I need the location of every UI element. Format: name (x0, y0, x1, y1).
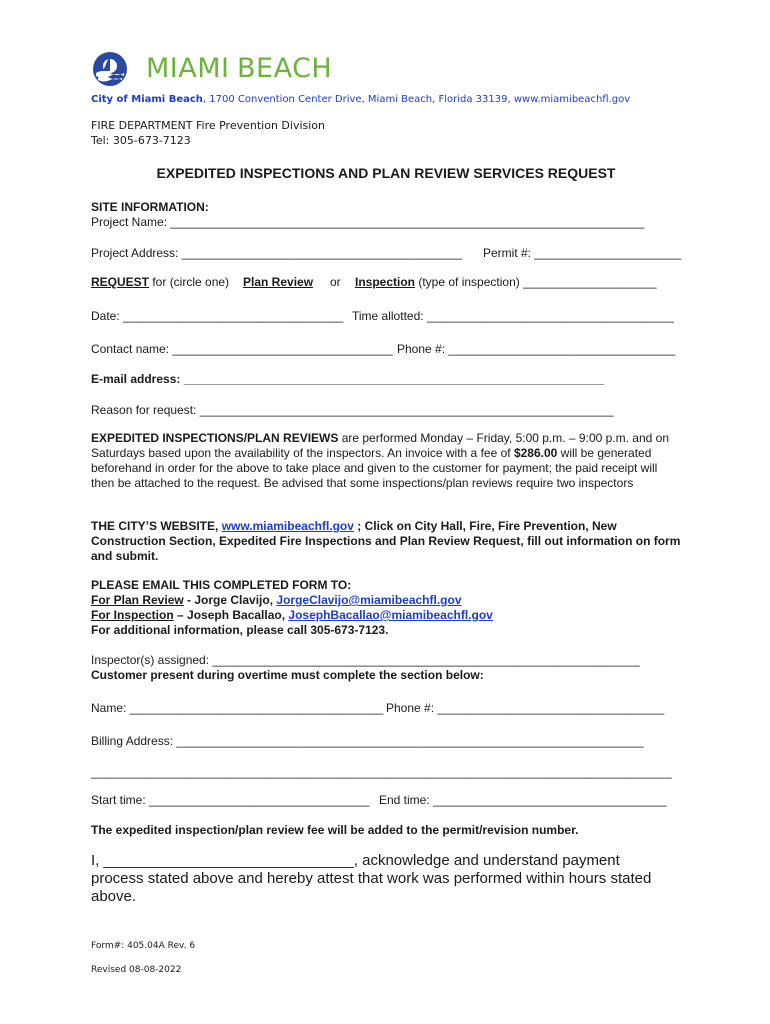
date-field[interactable]: Date: _________________________________ (91, 309, 344, 323)
city-name: City of Miami Beach (91, 94, 203, 105)
revised-date: Revised 08-08-2022 (91, 965, 182, 975)
website-lead: THE CITY’S WEBSITE, (91, 519, 222, 533)
site-info-heading: SITE INFORMATION: (91, 200, 209, 214)
inspection-contact (91, 608, 493, 622)
expedited-text-2: will be generated beforehand in order for the above to take place and given to the customer for payment; the paid receipt will then be attached to the request. Be advised that some inspections/plan reviews require two inspectors (91, 446, 658, 490)
inspectors-assigned-field[interactable]: Inspector(s) assigned: ________________________________________________________________ (91, 653, 640, 667)
start-time-field[interactable]: Start time: _________________________________ (91, 793, 370, 807)
expedited-info-paragraph (91, 431, 681, 491)
brand-beach: BEACH (237, 53, 333, 84)
inspection-name: – Joseph Bacallao, (173, 608, 289, 622)
acknowledge-line-1[interactable]: I, ______________________________, acknowledge and understand payment (91, 852, 620, 869)
request-line (91, 275, 229, 289)
acknowledge-line-2: process stated above and hereby attest that work was performed within hours stated (91, 870, 652, 887)
inspection-label: For Inspection (91, 608, 174, 622)
expedited-text-1: are performed Monday – Friday, 5:00 p.m. – 9:00 p.m. and on Saturdays based upon the availability of the inspectors. An invoice with a fee of (91, 431, 669, 460)
reason-field[interactable]: Reason for request: ______________________________________________________________ (91, 403, 614, 417)
acknowledge-line-3: above. (91, 888, 137, 905)
website-link[interactable]: www.miamibeachfl.gov (221, 519, 354, 533)
website-instructions: ; Click on City Hall, Fire, Fire Prevention, New Construction Section, Expedited Fire Inspections and Plan Review Request, fill out information on form and submit. (91, 519, 681, 563)
end-time-field[interactable]: End time: ___________________________________ (379, 793, 667, 807)
address-line (91, 94, 630, 105)
project-address-field[interactable]: Project Address: __________________________________________ (91, 246, 463, 260)
telephone: Tel: 305-673-7123 (91, 134, 191, 147)
form-number: Form#: 405.04A Rev. 6 (91, 941, 196, 951)
email-address-field[interactable]: E-mail address: _______________________________________________________________ (91, 372, 605, 386)
website-paragraph (91, 519, 681, 564)
inspection-email-link[interactable]: JosephBacallao@miamibeachfl.gov (288, 608, 493, 622)
plan-review-name: - Jorge Clavijo, (183, 593, 277, 607)
customer-name-field[interactable]: Name: ______________________________________ (91, 701, 384, 715)
miami-beach-emblem-icon (92, 51, 128, 87)
or-text: or (330, 275, 341, 289)
brand-miami: MIAMI (146, 53, 230, 84)
address-text: , 1700 Convention Center Drive, Miami Beach, Florida 33139, www.miamibeachfl.gov (202, 94, 631, 105)
billing-address-line-2[interactable]: _______________________________________________________________________________________ (91, 765, 672, 779)
department: FIRE DEPARTMENT Fire Prevention Division (91, 119, 325, 132)
inspection-line (355, 275, 657, 289)
customer-phone-field[interactable]: Phone #: __________________________________ (386, 701, 665, 715)
billing-address-field[interactable]: Billing Address: ______________________________________________________________________ (91, 734, 644, 748)
fee-note: The expedited inspection/plan review fee will be added to the permit/revision number. (91, 823, 579, 837)
inspection-option[interactable]: Inspection (355, 275, 416, 289)
permit-field[interactable]: Permit #: ______________________ (483, 246, 682, 260)
additional-info: For additional information, please call 305-673-7123. (91, 623, 389, 637)
request-label: REQUEST (91, 275, 150, 289)
fee-amount: $286.00 (513, 446, 558, 460)
inspection-type-field[interactable]: (type of inspection) ____________________ (415, 275, 657, 289)
page-title: EXPEDITED INSPECTIONS AND PLAN REVIEW SERVICES REQUEST (156, 165, 616, 181)
plan-review-email-link[interactable]: JorgeClavijo@miamibeachfl.gov (276, 593, 462, 607)
plan-review-label: For Plan Review (91, 593, 184, 607)
time-allotted-field[interactable]: Time allotted: _____________________________________ (352, 309, 674, 323)
customer-present-note: Customer present during overtime must complete the section below: (91, 668, 484, 682)
plan-review-option[interactable]: Plan Review (243, 275, 314, 289)
contact-phone-field[interactable]: Phone #: __________________________________ (397, 342, 676, 356)
project-name-field[interactable]: Project Name: _______________________________________________________________________ (91, 215, 645, 229)
request-circle-text: for (circle one) (149, 275, 230, 289)
contact-name-field[interactable]: Contact name: _________________________________ (91, 342, 393, 356)
logo (92, 51, 332, 87)
expedited-lead: EXPEDITED INSPECTIONS/PLAN REVIEWS (91, 431, 339, 445)
plan-review-contact (91, 593, 462, 607)
email-heading: PLEASE EMAIL THIS COMPLETED FORM TO: (91, 578, 352, 592)
